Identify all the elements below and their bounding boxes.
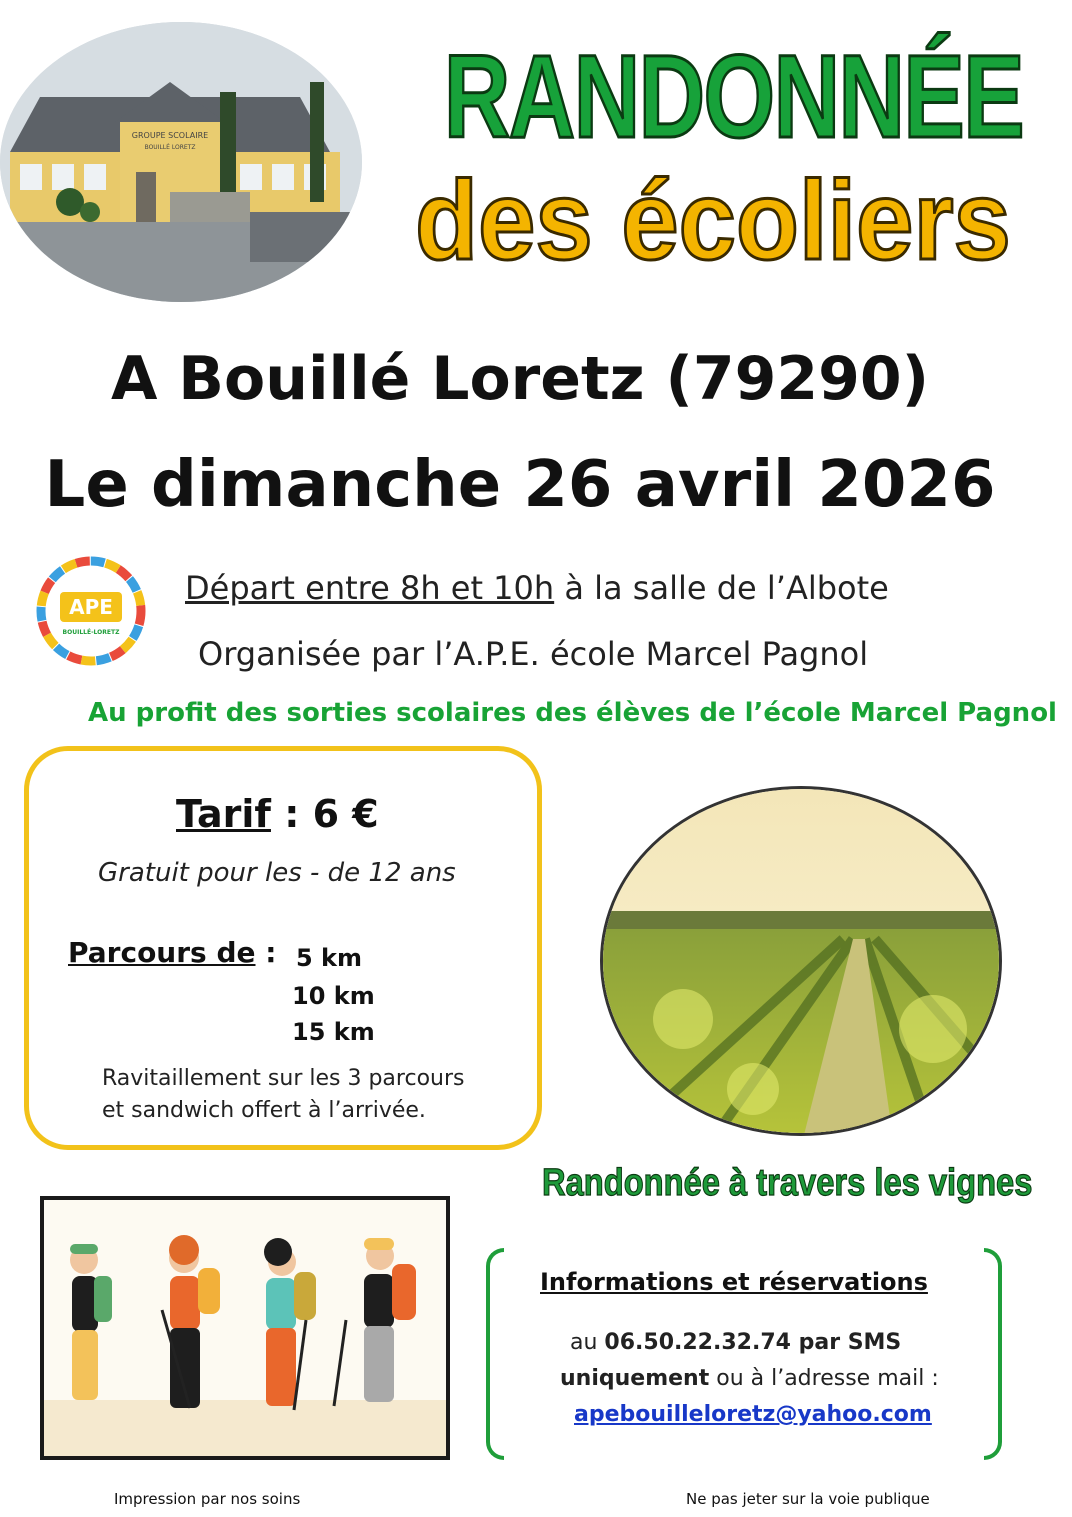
title-line1: RANDONNÉE bbox=[443, 31, 1024, 163]
tarif-value: : 6 € bbox=[270, 792, 379, 836]
info-title: Informations et réservations bbox=[540, 1268, 928, 1296]
footer-right: Ne pas jeter sur la voie publique bbox=[686, 1490, 930, 1508]
event-place: A Bouillé Loretz (79290) bbox=[110, 344, 930, 414]
only-rest: ou à l’adresse mail : bbox=[709, 1366, 939, 1391]
email-link[interactable]: apebouilleloretz@yahoo.com bbox=[574, 1402, 932, 1427]
info-phone-line bbox=[570, 1330, 901, 1355]
distance-5km: 5 km bbox=[296, 944, 363, 972]
ape-logo bbox=[28, 548, 154, 674]
phone-suffix: par SMS bbox=[790, 1330, 902, 1355]
phone-prefix: au bbox=[570, 1330, 605, 1355]
info-only-line bbox=[560, 1366, 939, 1391]
ravitaillement-line1: Ravitaillement sur les 3 parcours bbox=[102, 1066, 465, 1091]
parcours-sep: : bbox=[255, 936, 277, 969]
school-photo bbox=[0, 22, 362, 302]
organizer-line: Organisée par l’A.P.E. école Marcel Pagnol bbox=[198, 635, 869, 673]
info-bracket-left bbox=[486, 1248, 504, 1460]
photo-sign-line2: BOUILLÉ LORETZ bbox=[144, 144, 196, 151]
hikers-illustration bbox=[40, 1196, 450, 1460]
title-line2: des écoliers bbox=[415, 158, 1011, 283]
tarif-line bbox=[176, 792, 379, 836]
parcours-label-text: Parcours de bbox=[68, 936, 256, 969]
logo-name: APE bbox=[69, 595, 113, 619]
vineyard-caption: Randonnée à travers les vignes bbox=[542, 1162, 1033, 1204]
phone-number[interactable]: 06.50.22.32.74 bbox=[604, 1330, 791, 1355]
only-bold: uniquement bbox=[560, 1366, 710, 1391]
vineyard-photo bbox=[600, 786, 1002, 1136]
free-under-12: Gratuit pour les - de 12 ans bbox=[98, 858, 456, 888]
info-bracket-right bbox=[984, 1248, 1002, 1460]
footer-left: Impression par nos soins bbox=[114, 1490, 301, 1508]
depart-time: Départ entre 8h et 10h bbox=[185, 569, 555, 607]
event-date: Le dimanche 26 avril 2026 bbox=[44, 448, 996, 522]
profit-line: Au profit des sorties scolaires des élèves de l’école Marcel Pagnol bbox=[88, 698, 1057, 728]
distance-10km: 10 km bbox=[292, 982, 375, 1010]
depart-line bbox=[185, 566, 889, 610]
distance-15km: 15 km bbox=[292, 1018, 375, 1046]
tarif-label: Tarif bbox=[176, 792, 271, 836]
depart-place: à la salle de l’Albote bbox=[554, 569, 889, 607]
ravitaillement-line2: et sandwich offert à l’arrivée. bbox=[102, 1098, 426, 1123]
photo-sign-line1: GROUPE SCOLAIRE bbox=[131, 131, 209, 140]
logo-subtitle: BOUILLÉ-LORETZ bbox=[62, 629, 120, 636]
parcours-label bbox=[68, 936, 276, 969]
